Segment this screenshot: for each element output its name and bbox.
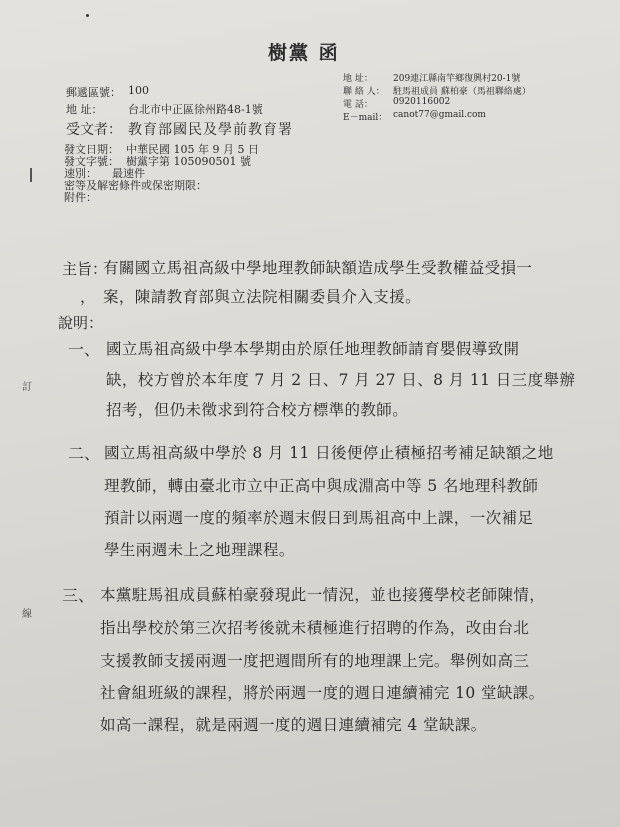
recipient-address-label: 地 址： xyxy=(66,103,103,116)
issue-date: 中華民國 105 年 9 月 5 日 xyxy=(126,143,259,156)
sender-email: canot77@gmail.com xyxy=(393,110,486,120)
issue-date-label: 發文日期： xyxy=(64,143,119,156)
recipient-to-label: 受文者： xyxy=(66,122,122,138)
item-2-line-1: 國立馬祖高級中學於 8 月 11 日後便停止積極招考補足缺額之地 xyxy=(104,444,554,462)
speed-label: 速別： xyxy=(64,167,97,180)
item-2-line-4: 學生兩週未上之地理課程。 xyxy=(104,541,295,559)
item-1-number: 一、 xyxy=(68,340,101,359)
subject-label: 主旨： xyxy=(62,260,108,278)
sender-phone: 0920116002 xyxy=(393,97,451,107)
item-3-line-3: 支援教師支援兩週一度把週間所有的地理課上完。舉例如高三 xyxy=(100,652,530,670)
item-1-line-3: 招考，但仍未徵求到符合校方標準的教師。 xyxy=(106,401,409,419)
corner-dot xyxy=(86,14,89,17)
binding-mark: 訂 xyxy=(22,382,32,393)
item-1-line-2: 缺，校方曾於本年度 7 月 2 日、7 月 27 日、8 月 11 日三度舉辦 xyxy=(106,371,576,389)
sender-email-label: E－mail： xyxy=(343,113,388,123)
sender-address: 209連江縣南竿鄉復興村20-1號 xyxy=(393,74,521,84)
subject-comma: ， xyxy=(80,288,96,306)
sender-contact: 駐馬祖成員 蘇柏豪（馬祖聯絡處） xyxy=(393,87,531,97)
attachment-label: 附件： xyxy=(64,191,97,204)
item-2-number: 二、 xyxy=(68,444,101,463)
recipient-address: 台北市中正區徐州路48-1號 xyxy=(128,103,263,116)
item-2-line-3: 預計以兩週一度的頻率於週末假日到馬祖高中上課，一次補足 xyxy=(104,509,534,527)
issue-number-label: 發文字號： xyxy=(64,155,119,168)
speed-value: 最速件 xyxy=(112,167,145,180)
item-3-line-4: 社會組班級的課程，將於兩週一度的週日連續補完 10 堂缺課。 xyxy=(100,684,545,702)
line-mark: 線 xyxy=(22,609,32,620)
binding-tick-top xyxy=(30,168,32,182)
document-title: 樹黨 函 xyxy=(268,42,340,64)
recipient-to: 教育部國民及學前教育署 xyxy=(128,122,293,138)
sender-address-label: 地 址： xyxy=(343,74,373,84)
item-3-line-2: 指出學校於第三次招考後就未積極進行招聘的作為，改由台北 xyxy=(100,619,530,637)
explanation-label: 說明： xyxy=(58,314,104,332)
secrecy-label: 密等及解密條件或保密期限： xyxy=(64,179,207,192)
zip-value: 100 xyxy=(128,84,149,97)
item-3-number: 三、 xyxy=(62,586,95,605)
item-3-line-1: 本黨駐馬祖成員蘇柏豪發現此一情況，並也接獲學校老師陳情， xyxy=(100,586,546,604)
subject-line-2: 案，陳請教育部與立法院相關委員介入支援。 xyxy=(103,288,422,306)
subject-line-1: 有關國立馬祖高級中學地理教師缺額造成學生受教權益受損一 xyxy=(103,259,533,277)
sender-contact-label: 聯 絡 人： xyxy=(343,87,385,97)
item-1-line-1: 國立馬祖高級中學本學期由於原任地理教師請育嬰假導致開 xyxy=(106,340,520,358)
item-2-line-2: 理教師，轉由臺北市立中正高中與成淵高中等 5 名地理科教師 xyxy=(104,477,539,495)
issue-number: 樹黨字第 105090501 號 xyxy=(126,155,251,168)
zip-label: 郵遞區號： xyxy=(66,86,121,99)
item-3-line-5: 如高一課程，就是兩週一度的週日連續補完 4 堂缺課。 xyxy=(100,716,487,734)
sender-phone-label: 電 話： xyxy=(343,100,373,110)
